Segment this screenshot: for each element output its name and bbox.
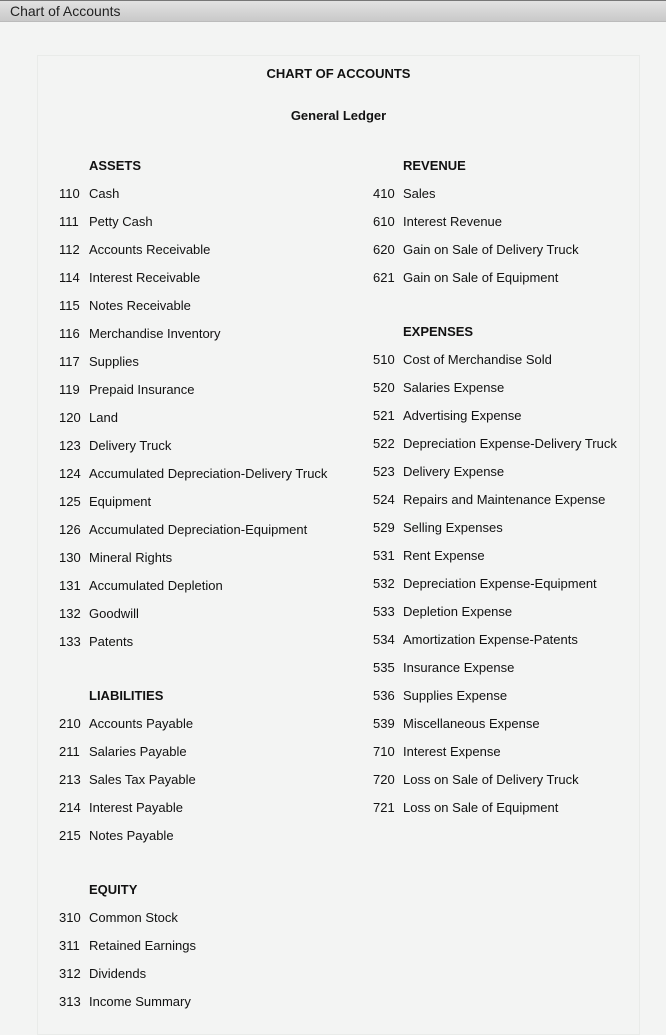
account-number: 521 <box>373 408 395 423</box>
account-number: 531 <box>373 548 395 563</box>
account-number: 126 <box>59 522 81 537</box>
account-name: Delivery Expense <box>403 464 505 479</box>
section-heading-assets: ASSETS <box>89 158 142 173</box>
account-name: Income Summary <box>89 994 191 1009</box>
page-subtitle: General Ledger <box>290 108 387 123</box>
account-number: 533 <box>373 604 395 619</box>
account-number: 710 <box>373 744 395 759</box>
account-name: Accounts Payable <box>89 716 194 731</box>
account-number: 410 <box>373 186 395 201</box>
account-number: 215 <box>59 828 81 843</box>
account-number: 115 <box>59 298 80 313</box>
account-name: Interest Revenue <box>403 214 503 229</box>
page-title: CHART OF ACCOUNTS <box>266 66 411 81</box>
account-name: Delivery Truck <box>89 438 172 453</box>
account-number: 214 <box>59 800 81 815</box>
account-name: Common Stock <box>89 910 178 925</box>
account-number: 211 <box>59 744 80 759</box>
account-number: 125 <box>59 494 81 509</box>
account-name: Notes Payable <box>89 828 174 843</box>
account-number: 536 <box>373 688 395 703</box>
account-name: Sales Tax Payable <box>89 772 196 787</box>
account-name: Cash <box>89 186 120 201</box>
account-number: 610 <box>373 214 395 229</box>
account-number: 123 <box>59 438 81 453</box>
account-name: Depreciation Expense-Equipment <box>403 576 597 591</box>
account-name: Cost of Merchandise Sold <box>403 352 552 367</box>
account-number: 131 <box>59 578 81 593</box>
account-name: Supplies Expense <box>403 688 508 703</box>
account-name: Merchandise Inventory <box>89 326 221 341</box>
account-number: 313 <box>59 994 81 1009</box>
account-number: 114 <box>59 270 80 285</box>
account-number: 117 <box>59 354 80 369</box>
window-title: Chart of Accounts <box>10 3 121 19</box>
account-number: 720 <box>373 772 395 787</box>
account-number: 535 <box>373 660 395 675</box>
account-name: Loss on Sale of Equipment <box>403 800 559 815</box>
account-number: 311 <box>59 938 80 953</box>
account-name: Salaries Payable <box>89 744 187 759</box>
account-name: Land <box>89 410 118 425</box>
account-name: Interest Expense <box>403 744 501 759</box>
account-name: Accumulated Depreciation-Delivery Truck <box>89 466 328 481</box>
account-number: 111 <box>59 214 79 229</box>
account-name: Patents <box>89 634 134 649</box>
account-name: Rent Expense <box>403 548 485 563</box>
account-name: Accumulated Depletion <box>89 578 223 593</box>
section-heading-expenses: EXPENSES <box>403 324 474 339</box>
account-name: Equipment <box>89 494 152 509</box>
account-name: Gain on Sale of Equipment <box>403 270 559 285</box>
account-number: 620 <box>373 242 395 257</box>
account-name: Advertising Expense <box>403 408 522 423</box>
account-number: 621 <box>373 270 395 285</box>
account-name: Supplies <box>89 354 139 369</box>
section-heading-revenue: REVENUE <box>403 158 466 173</box>
account-number: 534 <box>373 632 395 647</box>
account-number: 112 <box>59 242 80 257</box>
account-name: Insurance Expense <box>403 660 515 675</box>
account-number: 119 <box>59 382 80 397</box>
account-name: Petty Cash <box>89 214 153 229</box>
account-number: 213 <box>59 772 81 787</box>
window-title-bar <box>0 0 666 22</box>
account-name: Miscellaneous Expense <box>403 716 540 731</box>
section-heading-equity: EQUITY <box>89 882 138 897</box>
account-number: 210 <box>59 716 81 731</box>
account-name: Depreciation Expense-Delivery Truck <box>403 436 617 451</box>
account-number: 524 <box>373 492 395 507</box>
account-number: 312 <box>59 966 81 981</box>
account-number: 522 <box>373 436 395 451</box>
account-number: 116 <box>59 326 80 341</box>
chart-of-accounts-panel <box>37 55 640 1035</box>
account-name: Loss on Sale of Delivery Truck <box>403 772 579 787</box>
account-number: 132 <box>59 606 81 621</box>
account-name: Repairs and Maintenance Expense <box>403 492 606 507</box>
account-number: 721 <box>373 800 395 815</box>
account-name: Sales <box>403 186 436 201</box>
account-name: Mineral Rights <box>89 550 173 565</box>
account-name: Prepaid Insurance <box>89 382 195 397</box>
account-name: Accumulated Depreciation-Equipment <box>89 522 308 537</box>
account-number: 529 <box>373 520 395 535</box>
account-name: Interest Receivable <box>89 270 201 285</box>
account-name: Interest Payable <box>89 800 183 815</box>
account-name: Gain on Sale of Delivery Truck <box>403 242 579 257</box>
account-name: Selling Expenses <box>403 520 503 535</box>
account-number: 310 <box>59 910 81 925</box>
account-name: Notes Receivable <box>89 298 191 313</box>
account-number: 110 <box>59 186 80 201</box>
account-name: Dividends <box>89 966 147 981</box>
account-number: 532 <box>373 576 395 591</box>
account-name: Goodwill <box>89 606 139 621</box>
account-name: Accounts Receivable <box>89 242 211 257</box>
section-heading-liabilities: LIABILITIES <box>89 688 164 703</box>
account-number: 510 <box>373 352 395 367</box>
account-number: 120 <box>59 410 81 425</box>
account-number: 130 <box>59 550 81 565</box>
account-name: Depletion Expense <box>403 604 513 619</box>
account-number: 523 <box>373 464 395 479</box>
account-name: Salaries Expense <box>403 380 505 395</box>
account-name: Retained Earnings <box>89 938 196 953</box>
account-name: Amortization Expense-Patents <box>403 632 578 647</box>
account-number: 133 <box>59 634 81 649</box>
account-number: 539 <box>373 716 395 731</box>
account-number: 520 <box>373 380 395 395</box>
account-number: 124 <box>59 466 81 481</box>
